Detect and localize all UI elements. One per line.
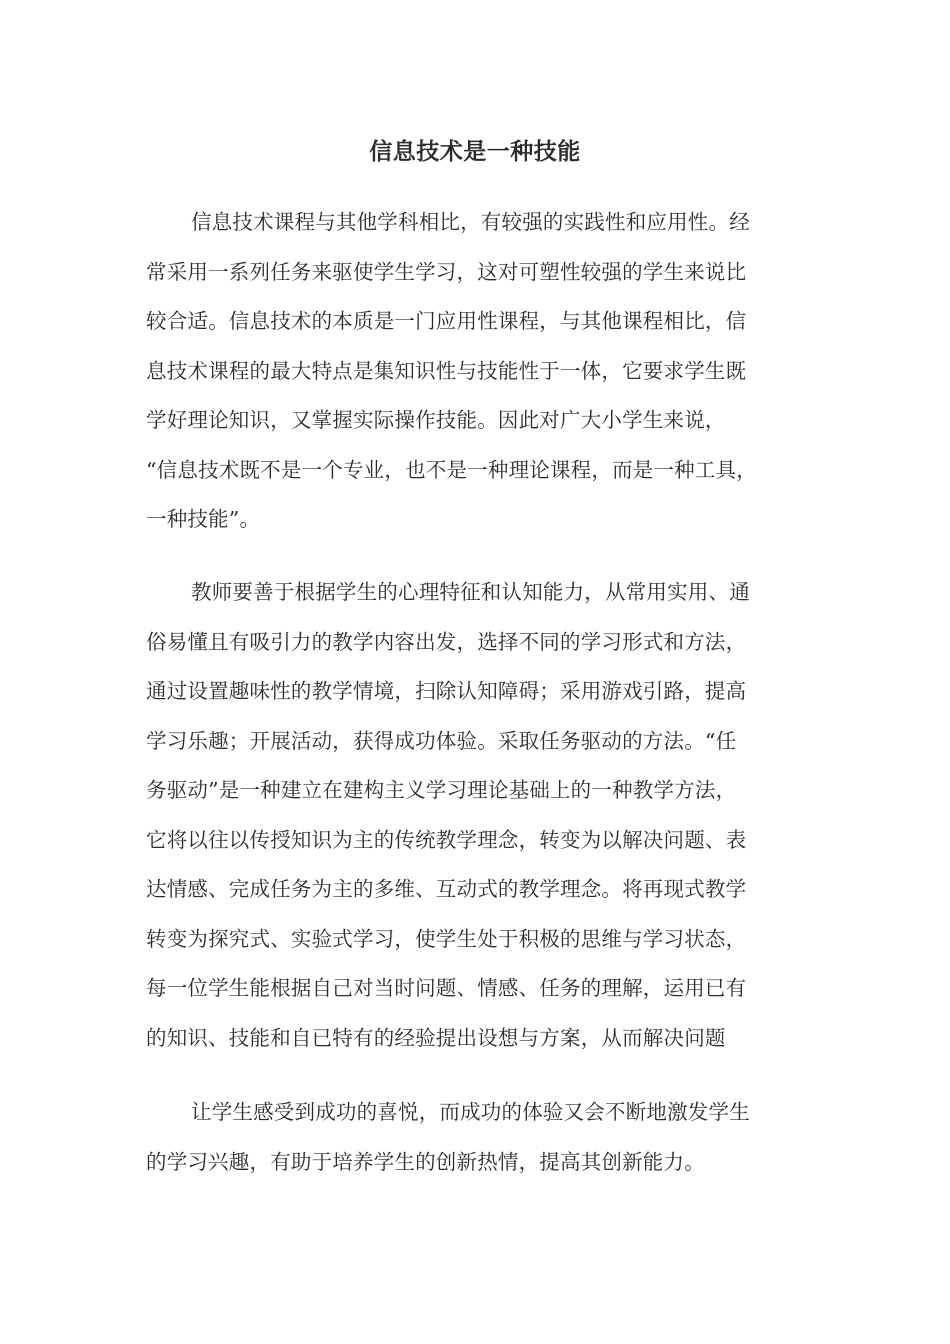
paragraph-line: 学好理论知识，又掌握实际操作技能。因此对广大小学生来说， [146, 408, 726, 432]
paragraph-line: 通过设置趣味性的教学情境，扫除认知障碍；采用游戏引路，提高 [146, 679, 747, 703]
paragraph-line: 它将以往以传授知识为主的传统教学理念，转变为以解决问题、表 [146, 827, 747, 852]
paragraph-line: 常采用一系列任务来驱使学生学习，这对可塑性较强的学生来说比 [146, 259, 747, 284]
paragraph-line: 息技术课程的最大特点是集知识性与技能性于一体，它要求学生既 [146, 358, 747, 383]
paragraph-line: 达情感、完成任务为主的多维、互动式的教学理念。将再现式教学 [146, 877, 747, 901]
paragraph-line: 的知识、技能和自已特有的经验提出设想与方案，从而解决问题 [146, 1025, 726, 1050]
paragraph-line: 俗易懂且有吸引力的教学内容出发，选择不同的学习形式和方法， [146, 629, 747, 654]
paragraph-line: 的学习兴趣，有助于培养学生的创新热情，提高其创新能力。 [146, 1149, 705, 1174]
paragraph-line: 每一位学生能根据自己对当时问题、情感、任务的理解，运用已有 [146, 976, 747, 1000]
paragraph-line: “信息技术既不是一个专业，也不是一种理论课程，而是一种工具， [146, 457, 757, 482]
paragraph-1 [146, 198, 806, 545]
paragraph-line: 让学生感受到成功的喜悦，而成功的体验又会不断地激发学生 [191, 1100, 750, 1124]
paragraph-line: 转变为探究式、实验式学习，使学生处于积极的思维与学习状态， [146, 926, 747, 951]
paragraph-line: 学习乐趣；开展活动，获得成功体验。采取任务驱动的方法。“任 [146, 728, 737, 753]
paragraph-2 [146, 568, 806, 1063]
paragraph-line: 信息技术课程与其他学科相比，有较强的实践性和应用性。经 [191, 210, 750, 234]
paragraph-line: 一种技能”。 [146, 507, 261, 531]
document-title: 信息技术是一种技能 [369, 138, 581, 165]
paragraph-3 [146, 1088, 806, 1187]
paragraph-line: 较合适。信息技术的本质是一门应用性课程，与其他课程相比，信 [146, 309, 747, 333]
paragraph-line: 教师要善于根据学生的心理特征和认知能力，从常用实用、通 [191, 580, 750, 604]
paragraph-line: 务驱动”是一种建立在建构主义学习理论基础上的一种教学方法， [146, 778, 737, 802]
